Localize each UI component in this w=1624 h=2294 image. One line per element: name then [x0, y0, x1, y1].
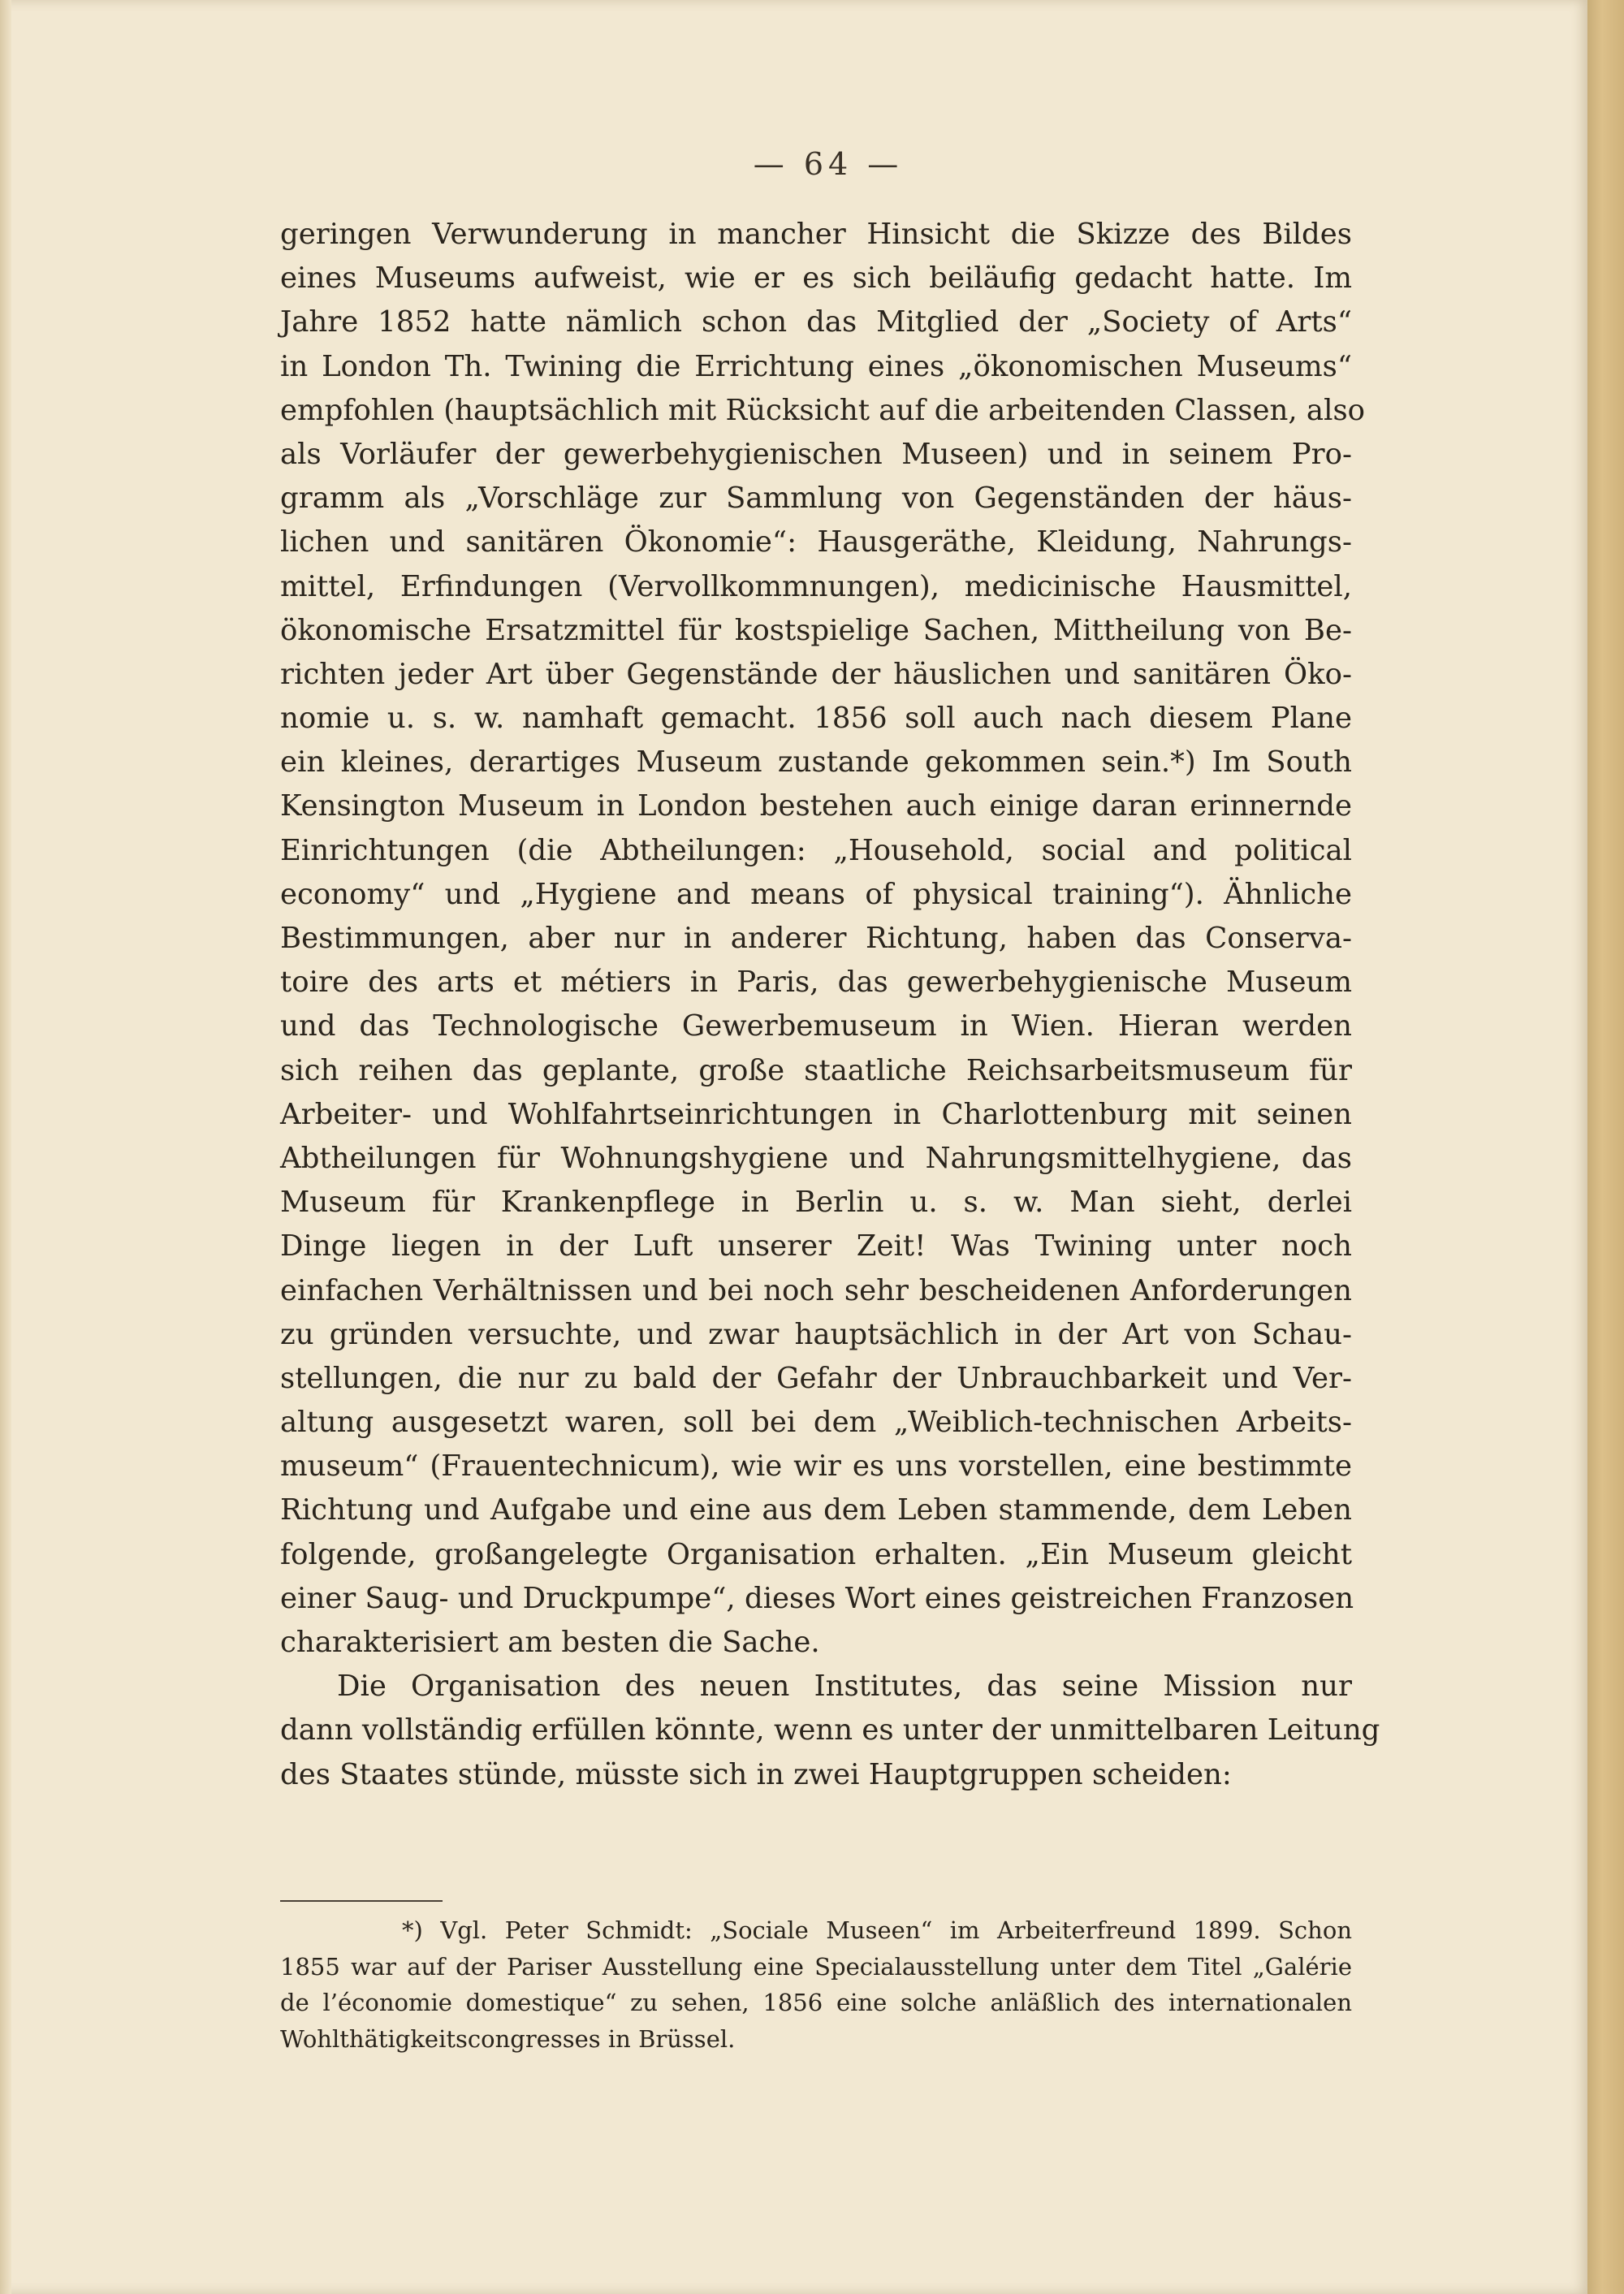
body-line: und das Technologische Gewerbemuseum in Wien. Hieran werden	[280, 1009, 1352, 1043]
body-line: Abtheilungen für Wohnungshygiene und Nahrungsmittelhygiene, das	[280, 1141, 1352, 1175]
body-line: economy“ und „Hygiene and means of physical training“). Ähnliche	[280, 877, 1352, 911]
page-binding-edge	[0, 0, 11, 2294]
body-line: Kensington Museum in London bestehen auch einige daran erinnernde	[280, 789, 1352, 823]
body-line: in London Th. Twining die Errichtung eines „ökonomischen Museums“	[280, 349, 1352, 383]
body-line: Bestimmungen, aber nur in anderer Richtung, haben das Conserva-	[280, 922, 1352, 955]
body-line: Richtung und Aufgabe und eine aus dem Leben stammende, dem Leben	[280, 1493, 1352, 1527]
body-line: mittel, Erfindungen (Vervollkommnungen), medicinische Hausmittel,	[280, 569, 1352, 603]
body-line: charakterisiert am besten die Sache.	[280, 1626, 820, 1659]
body-line: nomie u. s. w. namhaft gemacht. 1856 soll auch nach diesem Plane	[280, 702, 1352, 736]
body-line: empfohlen (hauptsächlich mit Rücksicht auf die arbeitenden Classen, also	[280, 393, 1366, 427]
footnote-line: de l’économie domestique“ zu sehen, 1856 eine solche anläßlich des internationalen	[280, 1989, 1352, 2016]
body-line: gramm als „Vorschläge zur Sammlung von Gegenständen der häus-	[280, 482, 1352, 516]
body-line: Einrichtungen (die Abtheilungen: „Household, social and political	[280, 833, 1352, 867]
body-line: altung ausgesetzt waren, soll bei dem „Weiblich-technischen Arbeits-	[280, 1406, 1352, 1440]
body-line: stellungen, die nur zu bald der Gefahr der Unbrauchbarkeit und Ver-	[280, 1361, 1352, 1395]
body-line: Die Organisation des neuen Institutes, das seine Mission nur	[337, 1670, 1352, 1704]
body-line: museum“ (Frauentechnicum), wie wir es uns vorstellen, eine bestimmte	[280, 1449, 1352, 1484]
footnote-line: *) Vgl. Peter Schmidt: „Sociale Museen“ im Arbeiterfreund 1899. Schon	[402, 1916, 1352, 1944]
body-line: Museum für Krankenpflege in Berlin u. s. w. Man sieht, derlei	[280, 1186, 1352, 1220]
body-line: lichen und sanitären Ökonomie“: Hausgeräthe, Kleidung, Nahrungs-	[280, 525, 1352, 559]
body-line: folgende, großangelegte Organisation erhalten. „Ein Museum gleicht	[280, 1537, 1352, 1571]
body-line: toire des arts et métiers in Paris, das gewerbehygienische Museum	[280, 966, 1352, 1000]
footnote-line: 1855 war auf der Pariser Ausstellung eine Specialausstellung unter dem Titel „Galérie	[280, 1952, 1352, 1981]
body-line: Arbeiter- und Wohlfahrtseinrichtungen in Charlottenburg mit seinen	[280, 1097, 1352, 1131]
body-line: geringen Verwunderung in mancher Hinsicht die Skizze des Bildes	[280, 218, 1352, 251]
footnote-divider	[280, 1900, 443, 1902]
body-line: dann vollständig erfüllen könnte, wenn es unter der unmittelbaren Leitung	[280, 1713, 1380, 1748]
body-line: eines Museums aufweist, wie er es sich beiläufig gedacht hatte. Im	[280, 261, 1352, 296]
body-line: des Staates stünde, müsste sich in zwei Hauptgruppen scheiden:	[280, 1757, 1232, 1791]
body-text	[280, 213, 1380, 1797]
footnote-line: Wohlthätigkeitscongresses in Brüssel.	[280, 2024, 736, 2053]
body-line: sich reihen das geplante, große staatliche Reichsarbeitsmuseum für	[280, 1053, 1352, 1087]
page-number: — 64 —	[753, 146, 904, 182]
body-line: einfachen Verhältnissen und bei noch sehr bescheidenen Anforderungen	[280, 1273, 1352, 1307]
body-line: zu gründen versuchte, und zwar hauptsächlich in der Art von Schau-	[280, 1317, 1352, 1351]
body-line: Dinge liegen in der Luft unserer Zeit! Was Twining unter noch	[280, 1229, 1352, 1264]
body-line: Jahre 1852 hatte nämlich schon das Mitglied der „Society of Arts“	[280, 305, 1352, 339]
body-line: richten jeder Art über Gegenstände der häuslichen und sanitären Öko-	[280, 657, 1352, 691]
body-line: einer Saug- und Druckpumpe“, dieses Wort eines geistreichen Franzosen	[280, 1581, 1354, 1615]
body-line: als Vorläufer der gewerbehygienischen Museen) und in seinem Pro-	[280, 437, 1352, 471]
page-fore-edge	[1587, 0, 1624, 2294]
body-line: ökonomische Ersatzmittel für kostspielige Sachen, Mittheilung von Be-	[280, 613, 1352, 647]
body-line: ein kleines, derartiges Museum zustande gekommen sein.*) Im South	[280, 745, 1352, 780]
footnote	[280, 1912, 1352, 2057]
